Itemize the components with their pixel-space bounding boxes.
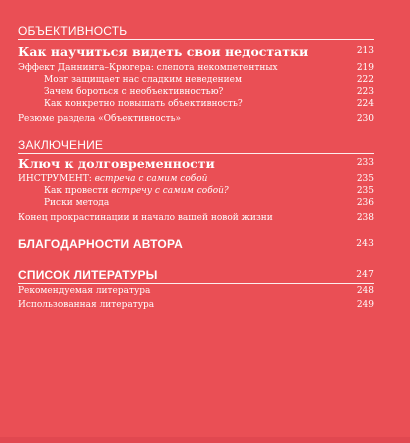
section-heading-text: СПИСОК ЛИТЕРАТУРЫ	[18, 268, 158, 282]
toc-entry-page: 223	[356, 87, 374, 97]
toc-entry-page: 233	[356, 158, 374, 168]
toc-entry-title: Ключ к долговременности	[18, 156, 215, 171]
section-divider	[18, 283, 374, 284]
toc-entry-title: Как конкретно повышать объективность?	[44, 99, 243, 109]
section-heading-text: БЛАГОДАРНОСТИ АВТОРА	[18, 237, 183, 251]
section-divider	[18, 153, 374, 154]
toc-entry-page: 222	[356, 75, 374, 85]
toc-entry-page: 243	[356, 239, 374, 249]
toc-entry-title	[18, 186, 229, 196]
toc-entry-title: Использованная литература	[18, 300, 155, 310]
toc-entry-page: 236	[356, 198, 374, 208]
toc-entry-title: Эффект Даннинга–Крюгера: слепота некомпетентных	[18, 63, 278, 73]
toc-entry-page: 249	[356, 300, 374, 310]
toc-entry-page: 224	[356, 99, 374, 109]
toc-entry-title: Мозг защищает нас сладким неведением	[44, 75, 242, 85]
page-bottom-edge	[0, 437, 410, 443]
toc-entry-prefix: ИНСТРУМЕНТ:	[18, 174, 95, 184]
toc-entry-title: Зачем бороться с необъективностью?	[44, 87, 224, 97]
toc-entry-italic: встреча с самим собой	[94, 174, 208, 184]
toc-entry-page: 238	[356, 213, 374, 223]
toc-entry-page: 247	[356, 270, 374, 280]
toc-entry-page: 235	[356, 186, 374, 196]
toc-entry-page: 219	[356, 63, 374, 73]
toc-entry-title: Резюме раздела «Объективность»	[18, 114, 182, 124]
toc-entry-title: Конец прокрастинации и начало вашей новой жизни	[18, 213, 273, 223]
toc-entry-prefix: Как провести	[44, 186, 112, 196]
toc-entry-title: Риски метода	[44, 198, 110, 208]
section-divider	[18, 39, 374, 40]
toc-entry-page: 248	[356, 286, 374, 296]
toc-entry-title	[18, 174, 207, 184]
toc-entry-page: 230	[356, 114, 374, 124]
section-heading-text: ОБЪЕКТИВНОСТЬ	[18, 24, 128, 38]
section-heading-text: ЗАКЛЮЧЕНИЕ	[18, 138, 104, 152]
toc-entry-page: 235	[356, 174, 374, 184]
toc-entry-page: 213	[356, 46, 374, 56]
toc-entry-title: Рекомендуемая литература	[18, 286, 151, 296]
toc-entry-title: Как научиться видеть свои недостатки	[18, 44, 309, 59]
toc-entry-italic: встречу с самим собой?	[111, 186, 229, 196]
